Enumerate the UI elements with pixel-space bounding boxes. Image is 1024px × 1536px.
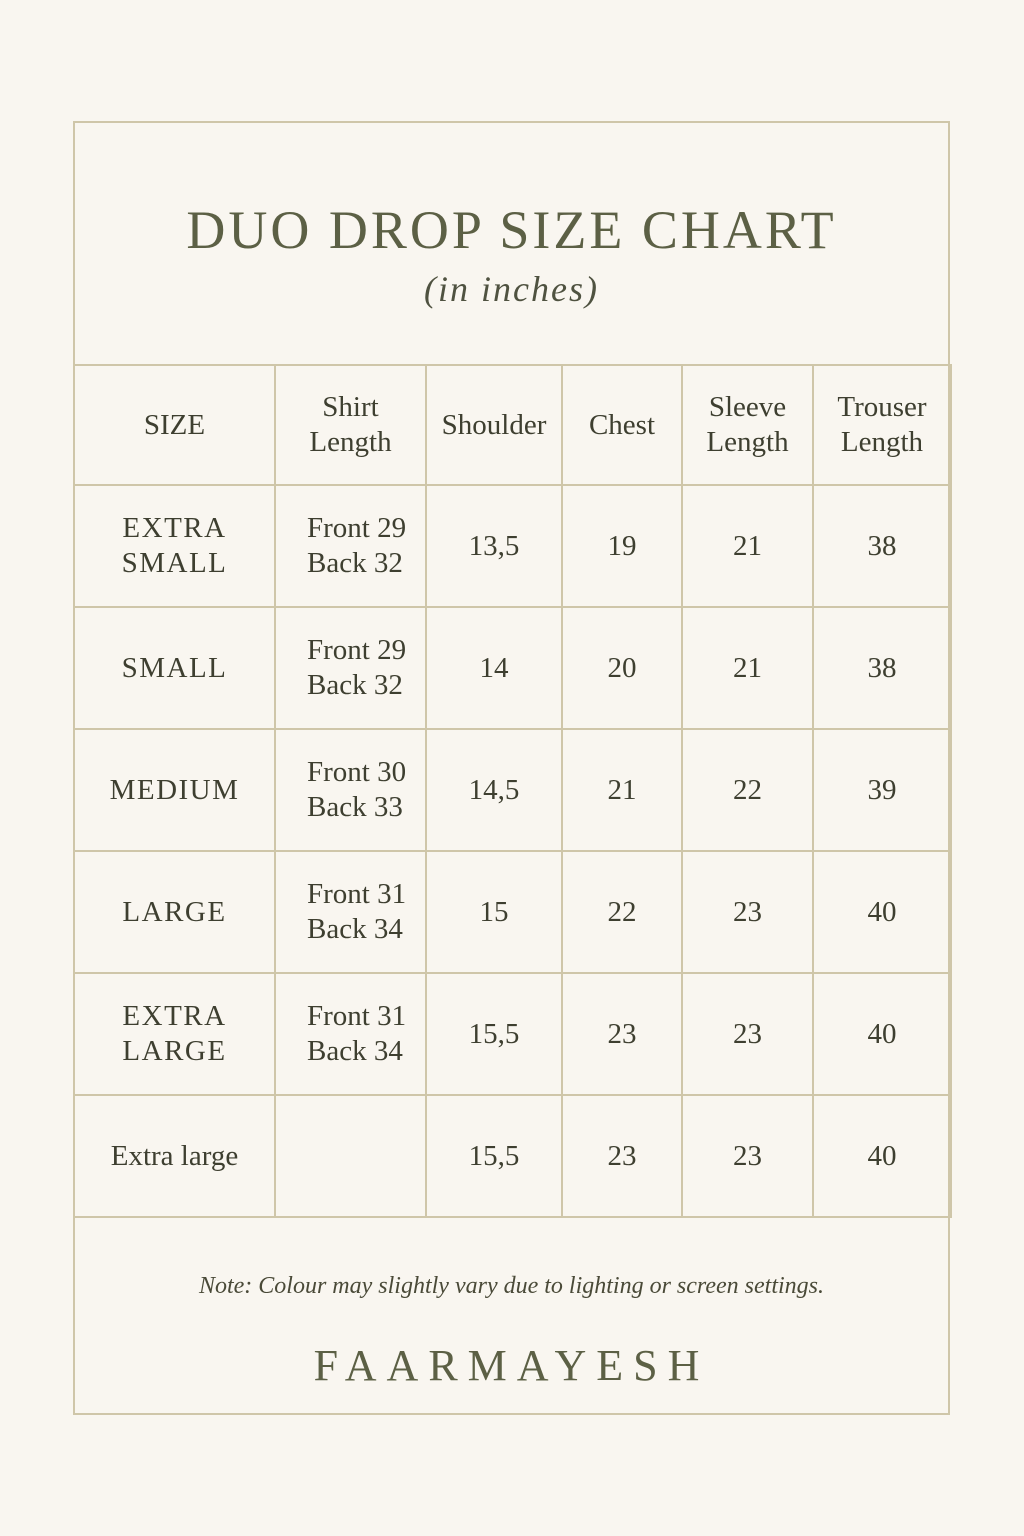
table-row <box>74 729 951 851</box>
shirt-length-cell: Front 31 Back 34 <box>275 973 426 1095</box>
page-subtitle: (in inches) <box>424 269 599 309</box>
sleeve-length-cell: 23 <box>682 851 813 973</box>
column-header-sleeve-length: Sleeve Length <box>682 365 813 485</box>
size-cell: LARGE <box>74 851 275 973</box>
shirt-length-cell: Front 29 Back 32 <box>275 485 426 607</box>
size-cell: EXTRA SMALL <box>74 485 275 607</box>
trouser-length-cell: 38 <box>813 485 951 607</box>
size-cell: MEDIUM <box>74 729 275 851</box>
table-row <box>74 485 951 607</box>
shirt-length-cell <box>275 1095 426 1217</box>
chest-cell: 23 <box>562 1095 682 1217</box>
size-table <box>73 364 952 1218</box>
size-cell: EXTRA LARGE <box>74 973 275 1095</box>
chest-cell: 22 <box>562 851 682 973</box>
shoulder-cell: 14,5 <box>426 729 562 851</box>
sleeve-length-cell: 23 <box>682 1095 813 1217</box>
chart-header <box>75 123 948 366</box>
trouser-length-cell: 38 <box>813 607 951 729</box>
page-title: DUO DROP SIZE CHART <box>186 200 837 260</box>
shoulder-cell: 13,5 <box>426 485 562 607</box>
column-header-size: SIZE <box>74 365 275 485</box>
trouser-length-cell: 40 <box>813 851 951 973</box>
sleeve-length-cell: 22 <box>682 729 813 851</box>
shoulder-cell: 15 <box>426 851 562 973</box>
chest-cell: 23 <box>562 973 682 1095</box>
size-cell: Extra large <box>74 1095 275 1217</box>
chest-cell: 20 <box>562 607 682 729</box>
shoulder-cell: 15,5 <box>426 1095 562 1217</box>
table-row <box>74 1095 951 1217</box>
sleeve-length-cell: 21 <box>682 607 813 729</box>
size-cell: SMALL <box>74 607 275 729</box>
shirt-length-cell: Front 31 Back 34 <box>275 851 426 973</box>
colour-note: Note: Colour may slightly vary due to lighting or screen settings. <box>198 1273 825 1299</box>
shoulder-cell: 14 <box>426 607 562 729</box>
brand-name: FAARMAYESH <box>313 1341 710 1390</box>
shoulder-cell: 15,5 <box>426 973 562 1095</box>
column-header-shirt-length: Shirt Length <box>275 365 426 485</box>
size-chart-frame <box>73 121 950 1415</box>
chest-cell: 19 <box>562 485 682 607</box>
table-header-row <box>74 365 951 485</box>
chart-footer <box>75 1236 948 1415</box>
table-row <box>74 607 951 729</box>
sleeve-length-cell: 23 <box>682 973 813 1095</box>
trouser-length-cell: 39 <box>813 729 951 851</box>
shirt-length-cell: Front 29 Back 32 <box>275 607 426 729</box>
table-row <box>74 851 951 973</box>
table-row <box>74 973 951 1095</box>
trouser-length-cell: 40 <box>813 1095 951 1217</box>
column-header-trouser-length: Trouser Length <box>813 365 951 485</box>
column-header-shoulder: Shoulder <box>426 365 562 485</box>
shirt-length-cell: Front 30 Back 33 <box>275 729 426 851</box>
chest-cell: 21 <box>562 729 682 851</box>
trouser-length-cell: 40 <box>813 973 951 1095</box>
column-header-chest: Chest <box>562 365 682 485</box>
sleeve-length-cell: 21 <box>682 485 813 607</box>
